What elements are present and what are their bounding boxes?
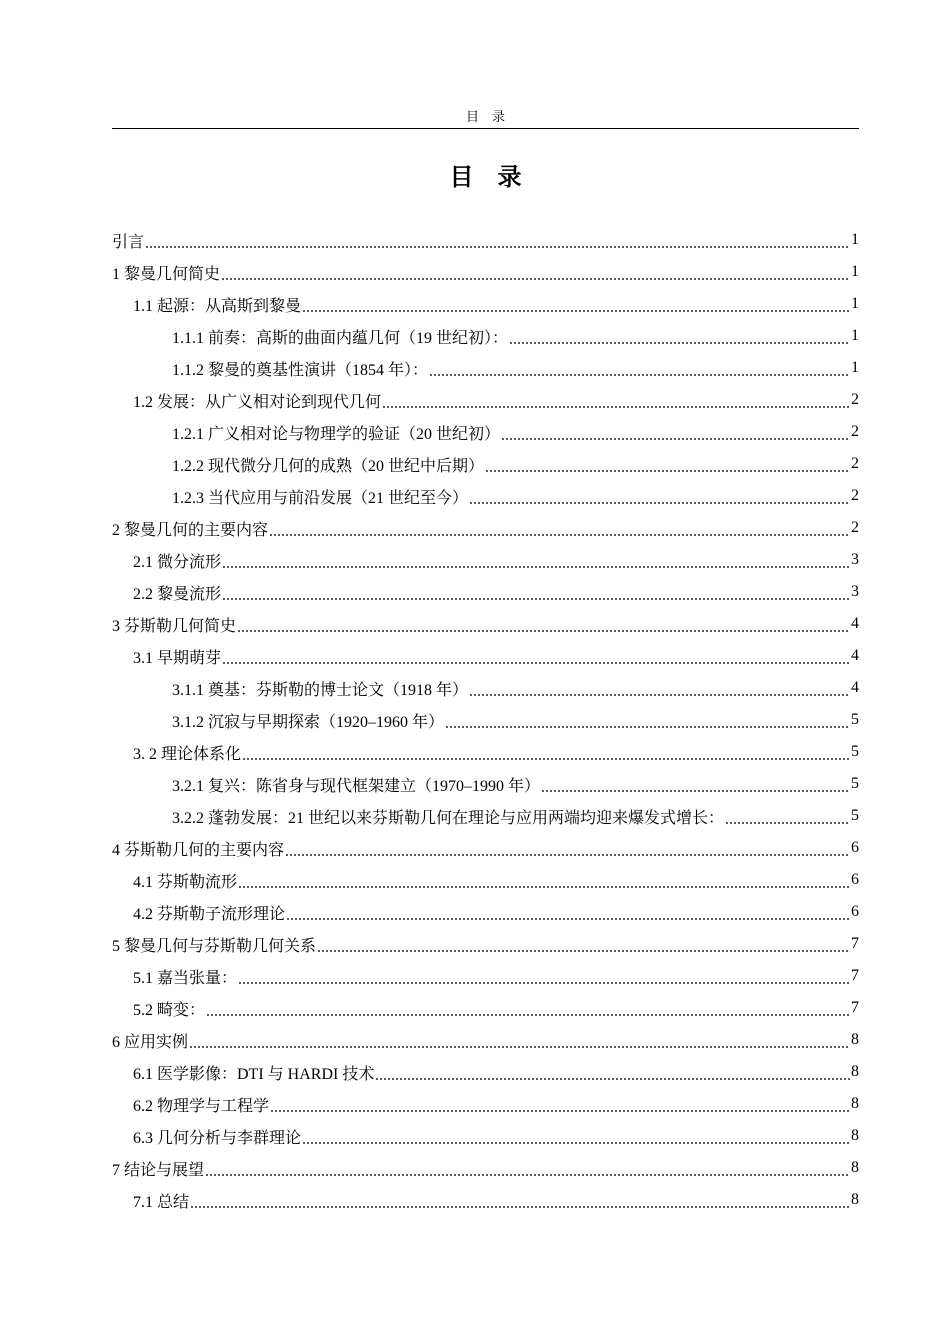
- toc-entry-page-number: 3: [851, 583, 859, 600]
- toc-leader-dots: [189, 1035, 850, 1049]
- toc-leader-dots: [382, 395, 850, 409]
- toc-leader-dots: [375, 1067, 850, 1081]
- toc-leader-dots: [445, 715, 850, 729]
- toc-leader-dots: [509, 331, 850, 345]
- toc-leader-dots: [317, 939, 850, 953]
- toc-entry[interactable]: [112, 608, 859, 640]
- toc-entry-label: 5.2 畸变：: [133, 1001, 206, 1019]
- toc-entry-page-number: 2: [851, 455, 859, 472]
- toc-entry-page-number: 6: [851, 903, 859, 920]
- toc-entry-label: 5 黎曼几何与芬斯勒几何关系: [112, 937, 317, 955]
- toc-leader-dots: [725, 811, 850, 825]
- toc-entry[interactable]: [112, 832, 859, 864]
- toc-entry[interactable]: [112, 1088, 859, 1120]
- toc-entry[interactable]: [112, 736, 859, 768]
- toc-entry-page-number: 3: [851, 551, 859, 568]
- toc-leader-dots: [541, 779, 850, 793]
- toc-entry-page-number: 4: [851, 679, 859, 696]
- toc-leader-dots: [238, 875, 850, 889]
- toc-leader-dots: [302, 299, 850, 313]
- toc-entry-label: 1.2.1 广义相对论与物理学的验证（20 世纪初）: [172, 425, 501, 443]
- toc-entry[interactable]: [112, 896, 859, 928]
- toc-entry-page-number: 7: [851, 935, 859, 952]
- toc-entry-page-number: 8: [851, 1063, 859, 1080]
- toc-entry-page-number: 1: [851, 263, 859, 280]
- toc-entry-page-number: 5: [851, 743, 859, 760]
- toc-entry-label: 3.2.2 蓬勃发展：21 世纪以来芬斯勒几何在理论与应用两端均迎来爆发式增长：: [172, 809, 725, 827]
- toc-entry[interactable]: [112, 672, 859, 704]
- toc-entry[interactable]: [112, 960, 859, 992]
- toc-entry-label: 4.1 芬斯勒流形: [133, 873, 238, 891]
- toc-leader-dots: [469, 491, 850, 505]
- toc-leader-dots: [206, 1003, 850, 1017]
- toc-leader-dots: [469, 683, 850, 697]
- toc-leader-dots: [221, 267, 850, 281]
- toc-entry-label: 1.2 发展：从广义相对论到现代几何: [133, 393, 382, 411]
- toc-entry-label: 3.1.2 沉寂与早期探索（1920–1960 年）: [172, 713, 445, 731]
- toc-leader-dots: [242, 747, 850, 761]
- toc-entry-label: 4.2 芬斯勒子流形理论: [133, 905, 286, 923]
- toc-entry[interactable]: [112, 1184, 859, 1216]
- running-head: 目 录: [465, 109, 505, 124]
- toc-entry[interactable]: [112, 256, 859, 288]
- toc-entry-label: 1.2.3 当代应用与前沿发展（21 世纪至今）: [172, 489, 469, 507]
- toc-leader-dots: [485, 459, 850, 473]
- toc-entry-page-number: 2: [851, 423, 859, 440]
- toc-entry-label: 1.2.2 现代微分几何的成熟（20 世纪中后期）: [172, 457, 485, 475]
- toc-entry[interactable]: [112, 640, 859, 672]
- toc-entry-page-number: 4: [851, 615, 859, 632]
- toc-entry[interactable]: [112, 320, 859, 352]
- toc-entry-label: 6 应用实例: [112, 1033, 189, 1051]
- toc-entry-label: 3 芬斯勒几何简史: [112, 617, 237, 635]
- toc-entry-label: 6.1 医学影像：DTI 与 HARDI 技术: [133, 1065, 375, 1083]
- toc-entry[interactable]: [112, 352, 859, 384]
- toc-entry-label: 6.3 几何分析与李群理论: [133, 1129, 302, 1147]
- toc-entry-page-number: 1: [851, 359, 859, 376]
- toc-entry[interactable]: [112, 1056, 859, 1088]
- toc-leader-dots: [222, 555, 850, 569]
- toc-leader-dots: [237, 619, 850, 633]
- page-title: 目 录: [449, 163, 522, 191]
- toc-entry[interactable]: [112, 576, 859, 608]
- toc-entry[interactable]: [112, 704, 859, 736]
- toc-entry-label: 6.2 物理学与工程学: [133, 1097, 270, 1115]
- toc-entry-label: 7 结论与展望: [112, 1161, 205, 1179]
- toc-leader-dots: [429, 363, 850, 377]
- toc-entry[interactable]: [112, 864, 859, 896]
- toc-entry[interactable]: [112, 416, 859, 448]
- toc-leader-dots: [270, 1099, 850, 1113]
- toc-entry[interactable]: [112, 288, 859, 320]
- toc-entry-label: 5.1 嘉当张量：: [133, 969, 238, 987]
- toc-leader-dots: [285, 843, 850, 857]
- toc-entry[interactable]: [112, 800, 859, 832]
- toc-entry[interactable]: [112, 448, 859, 480]
- toc-entry-page-number: 1: [851, 231, 859, 248]
- toc-entry-page-number: 5: [851, 775, 859, 792]
- toc-leader-dots: [302, 1131, 850, 1145]
- toc-entry[interactable]: [112, 544, 859, 576]
- toc-entry-page-number: 5: [851, 711, 859, 728]
- toc-entry-page-number: 2: [851, 487, 859, 504]
- toc-entry-label: 2 黎曼几何的主要内容: [112, 521, 269, 539]
- toc-entry-page-number: 1: [851, 295, 859, 312]
- toc-leader-dots: [501, 427, 850, 441]
- toc-leader-dots: [238, 971, 850, 985]
- toc-entry[interactable]: [112, 384, 859, 416]
- toc-entry-label: 4 芬斯勒几何的主要内容: [112, 841, 285, 859]
- toc-entry-page-number: 1: [851, 327, 859, 344]
- toc-entry-page-number: 2: [851, 519, 859, 536]
- toc-entry[interactable]: [112, 224, 859, 256]
- toc-entry-page-number: 8: [851, 1031, 859, 1048]
- table-of-contents: [112, 224, 859, 1216]
- toc-entry-label: 1.1.2 黎曼的奠基性演讲（1854 年）：: [172, 361, 429, 379]
- toc-entry-label: 3.1.1 奠基：芬斯勒的博士论文（1918 年）: [172, 681, 469, 699]
- header-rule: [112, 128, 859, 129]
- toc-entry-label: 2.1 微分流形: [133, 553, 222, 571]
- toc-entry-page-number: 5: [851, 807, 859, 824]
- toc-entry[interactable]: [112, 512, 859, 544]
- toc-entry-label: 1 黎曼几何简史: [112, 265, 221, 283]
- toc-leader-dots: [286, 907, 850, 921]
- toc-entry-label: 3.2.1 复兴：陈省身与现代框架建立（1970–1990 年）: [172, 777, 541, 795]
- toc-entry[interactable]: [112, 1120, 859, 1152]
- toc-entry-page-number: 7: [851, 999, 859, 1016]
- toc-entry[interactable]: [112, 1024, 859, 1056]
- toc-entry-label: 1.1.1 前奏：高斯的曲面内蕴几何（19 世纪初）：: [172, 329, 509, 347]
- toc-entry-page-number: 2: [851, 391, 859, 408]
- toc-entry-page-number: 8: [851, 1127, 859, 1144]
- toc-leader-dots: [222, 651, 850, 665]
- toc-leader-dots: [222, 587, 850, 601]
- toc-leader-dots: [205, 1163, 850, 1177]
- toc-entry[interactable]: [112, 928, 859, 960]
- toc-entry-label: 2.2 黎曼流形: [133, 585, 222, 603]
- toc-entry-page-number: 8: [851, 1191, 859, 1208]
- toc-entry[interactable]: [112, 1152, 859, 1184]
- toc-entry[interactable]: [112, 480, 859, 512]
- toc-entry-page-number: 6: [851, 839, 859, 856]
- toc-entry-label: 3. 2 理论体系化: [133, 745, 242, 763]
- toc-entry-label: 7.1 总结: [133, 1193, 190, 1211]
- toc-entry-label: 1.1 起源：从高斯到黎曼: [133, 297, 302, 315]
- toc-entry-page-number: 4: [851, 647, 859, 664]
- toc-leader-dots: [145, 235, 850, 249]
- toc-entry-page-number: 7: [851, 967, 859, 984]
- toc-entry-page-number: 6: [851, 871, 859, 888]
- toc-leader-dots: [190, 1195, 850, 1209]
- toc-entry-page-number: 8: [851, 1095, 859, 1112]
- toc-entry-label: 3.1 早期萌芽: [133, 649, 222, 667]
- toc-entry-label: 引言: [112, 233, 145, 251]
- toc-entry-page-number: 8: [851, 1159, 859, 1176]
- toc-leader-dots: [269, 523, 850, 537]
- toc-entry[interactable]: [112, 992, 859, 1024]
- toc-entry[interactable]: [112, 768, 859, 800]
